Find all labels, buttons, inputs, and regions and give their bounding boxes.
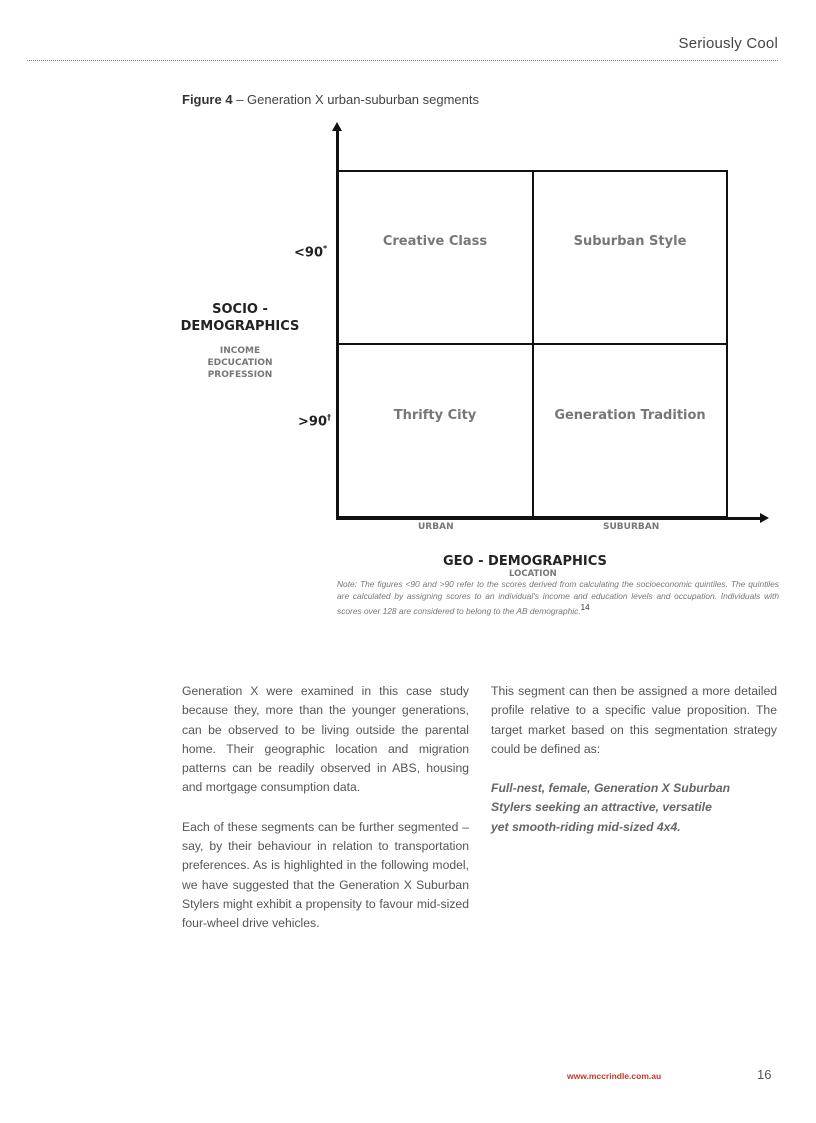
y-axis-title-line2: DEMOGRAPHICS	[180, 319, 300, 334]
x-tick-urban: URBAN	[418, 522, 454, 532]
y-tick-lower	[298, 413, 331, 429]
y-axis-title-line1: SOCIO -	[212, 302, 268, 317]
y-tick-upper-mark: *	[322, 244, 328, 253]
y-tick-lower-mark: †	[326, 413, 331, 422]
x-axis-title: GEO - DEMOGRAPHICS	[443, 554, 607, 569]
y-tick-upper	[294, 244, 327, 260]
body-left-column	[182, 682, 469, 954]
quadrant-thrifty-city: Thrifty City	[393, 408, 477, 423]
x-tick-suburban: SUBURBAN	[603, 522, 660, 532]
y-tick-upper-value: <90	[294, 245, 323, 261]
figure-caption-text: – Generation X urban-suburban segments	[232, 92, 480, 107]
y-axis-sub-education: EDCUCATION	[207, 358, 273, 368]
figure-label: Figure 4	[182, 92, 233, 107]
quadrant-creative-class: Creative Class	[382, 234, 488, 249]
quadrant-horizontal-divider	[337, 343, 728, 345]
x-axis-arrowhead	[760, 513, 769, 523]
quadrant-suburban-style: Suburban Style	[573, 234, 687, 249]
page-number: 16	[757, 1067, 772, 1082]
footnote-reference: 14	[580, 603, 590, 613]
body-paragraph: Generation X were examined in this case study because they, more than the younger generations, can be observed to be living outside the parental home. Their geographic location and migration patterns can be readily observed in ABS, housing and mortgage consumption data.	[182, 684, 469, 795]
page-header-title: Seriously Cool	[678, 35, 778, 52]
figure-caption	[182, 92, 479, 107]
body-right-column	[491, 682, 777, 857]
figure-note-text: Note: The figures <90 and >90 refer to the scores derived from calculating the socioeconomic quintiles. The quintiles are calculated by assigning scores to an individual's income and education levels and occupation. Individuals with scores over 128 are considered to belong to the AB demographic.	[337, 579, 779, 617]
header-divider	[27, 60, 778, 61]
y-tick-lower-value: >90	[298, 414, 327, 430]
body-paragraph: Each of these segments can be further segmented – say, by their behaviour in relation to transportation preferences. As is highlighted in the following model, we have suggested that the Generation X Suburban Stylers might exhibit a propensity to favour mid-sized four-wheel drive vehicles.	[182, 819, 469, 931]
y-axis-sub-profession: PROFESSION	[207, 370, 273, 380]
target-market-quote: Full-nest, female, Generation X Suburban Stylers seeking an attractive, versatile yet smooth-riding mid-sized 4x4.	[491, 781, 731, 834]
figure-note	[337, 578, 779, 617]
footer-website-link[interactable]: www.mccrindle.com.au	[567, 1071, 662, 1081]
body-paragraph: This segment can then be assigned a more detailed profile relative to a specific value proposition. The target market based on this segmentation strategy could be defined as:	[491, 684, 777, 756]
x-axis-subtitle: LOCATION	[509, 569, 557, 579]
y-axis-sub-income: INCOME	[219, 346, 261, 356]
quadrant-generation-tradition: Generation Tradition	[554, 408, 706, 423]
